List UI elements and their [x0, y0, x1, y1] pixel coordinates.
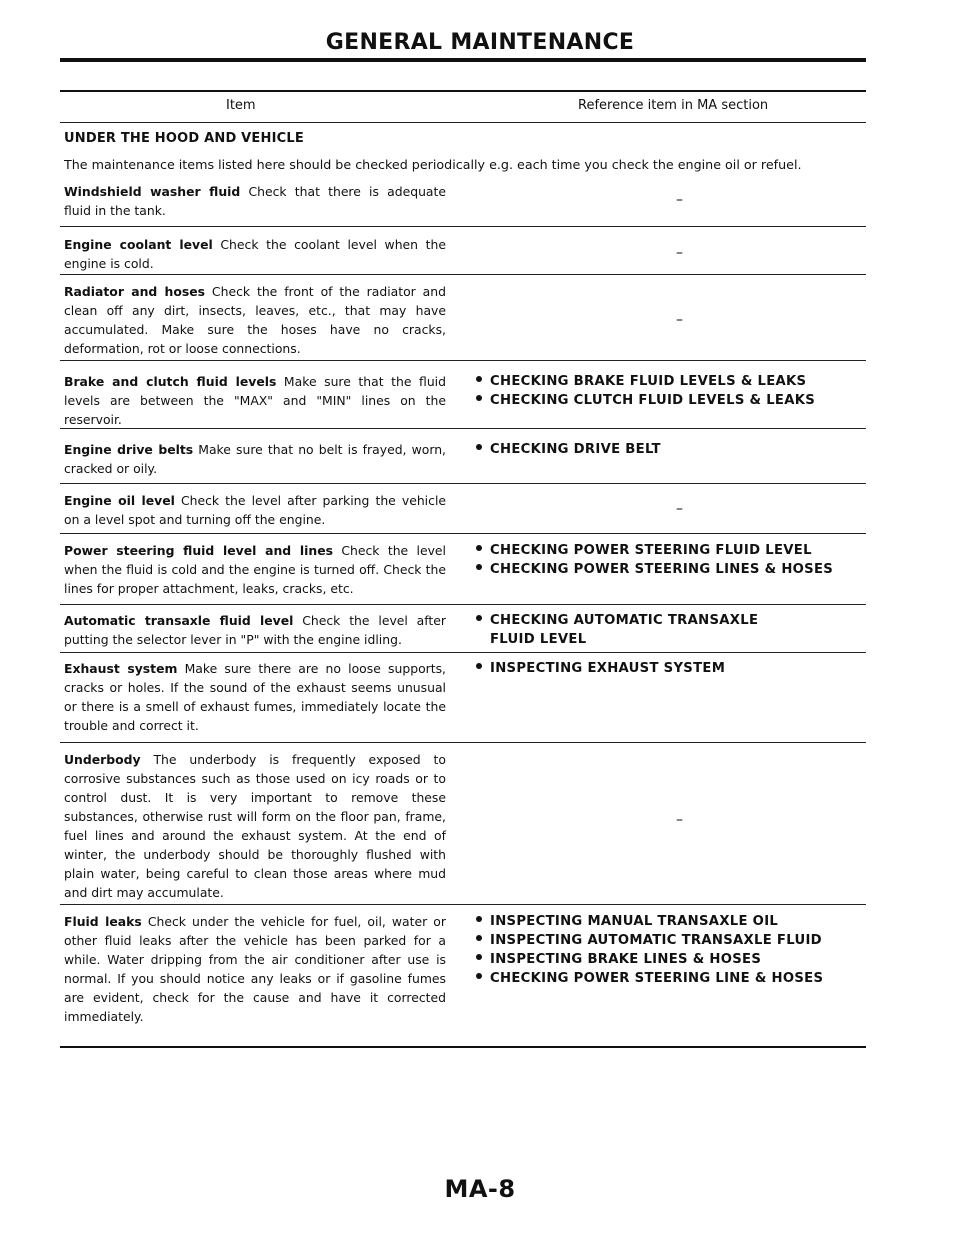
bullet-icon: [476, 545, 482, 551]
bullet-icon: [476, 564, 482, 570]
reference-item: [476, 560, 866, 579]
item-name: Engine oil level: [64, 493, 175, 508]
bullet-icon: [476, 444, 482, 450]
reference-list: [476, 611, 866, 649]
item-desc: Check under the vehicle for fuel, oil, water or other fluid leaks after the vehicle has been parked for a while. Water dripping from the air conditioner after use is normal. If you should notice any leaks or if gasoline fumes are evident, check for the cause and have it corrected immediately.: [64, 914, 446, 1024]
reference-item: [476, 391, 866, 410]
reference-item-continued: [476, 630, 866, 649]
bullet-icon: [476, 973, 482, 979]
reference-label: CHECKING CLUTCH FLUID LEVELS & LEAKS: [490, 393, 816, 408]
item-text: [64, 541, 446, 598]
item-text: [64, 372, 446, 429]
item-desc: Check the level when the fluid is cold and the engine is turned off. Check the lines for proper attachment, leaks, cracks, etc.: [64, 543, 446, 596]
reference-item: [476, 969, 866, 988]
row-divider: [60, 483, 866, 484]
item-desc: Check that there is adequate fluid in the tank.: [64, 184, 446, 218]
reference-item: [476, 950, 866, 969]
reference-label: INSPECTING AUTOMATIC TRANSAXLE FLUID: [490, 933, 822, 948]
row-divider: [60, 226, 866, 227]
reference-label: CHECKING DRIVE BELT: [490, 442, 661, 457]
item-text: [64, 440, 446, 478]
no-reference-dash: –: [676, 501, 683, 517]
row-divider: [60, 652, 866, 653]
item-desc: Make sure there are no loose supports, cracks or holes. If the sound of the exhaust seems unusual or there is a smell of exhaust fumes, immediately locate the trouble and correct it.: [64, 661, 446, 733]
header-rule: [60, 122, 866, 123]
bullet-icon: [476, 663, 482, 669]
reference-item: [476, 912, 866, 931]
row-divider: [60, 742, 866, 743]
reference-list: [476, 372, 866, 410]
no-reference-dash: –: [676, 812, 683, 828]
reference-label: CHECKING AUTOMATIC TRANSAXLE: [490, 613, 759, 628]
item-desc: Make sure that the fluid levels are between the "MAX" and "MIN" lines on the reservoir.: [64, 374, 446, 427]
reference-label: INSPECTING MANUAL TRANSAXLE OIL: [490, 914, 779, 929]
reference-list: [476, 912, 866, 988]
item-desc: Check the level after parking the vehicle on a level spot and turning off the engine.: [64, 493, 447, 527]
reference-item: [476, 372, 866, 391]
row-divider: [60, 360, 866, 361]
item-name: Brake and clutch fluid levels: [64, 374, 277, 389]
bullet-icon: [476, 376, 482, 382]
item-desc: Check the coolant level when the engine is cold.: [64, 237, 446, 271]
row-divider: [60, 904, 866, 905]
page-number: MA-8: [444, 1175, 516, 1203]
page-title: GENERAL MAINTENANCE: [325, 30, 635, 55]
item-name: Fluid leaks: [64, 914, 142, 929]
reference-list: [476, 541, 866, 579]
item-text: [64, 282, 446, 358]
reference-item: [476, 659, 866, 678]
item-name: Exhaust system: [64, 661, 178, 676]
item-desc: Make sure that no belt is frayed, worn, cracked or oily.: [64, 442, 446, 476]
section-intro: The maintenance items listed here should be checked periodically e.g. each time you check the engine oil or refuel.: [64, 157, 802, 172]
reference-label: CHECKING POWER STEERING LINES & HOSES: [490, 562, 834, 577]
item-name: Automatic transaxle fluid level: [64, 613, 294, 628]
section-heading: UNDER THE HOOD AND VEHICLE: [64, 131, 304, 146]
item-name: Engine coolant level: [64, 237, 213, 252]
reference-list: [476, 659, 866, 678]
item-text: [64, 659, 446, 735]
bullet-icon: [476, 954, 482, 960]
row-divider: [60, 428, 866, 429]
item-text: [64, 491, 446, 529]
bullet-icon: [476, 615, 482, 621]
item-text: [64, 750, 446, 902]
reference-item: [476, 440, 866, 459]
item-name: Windshield washer fluid: [64, 184, 241, 199]
table-top-rule: [60, 90, 866, 92]
row-divider: [60, 274, 866, 275]
bullet-icon: [476, 916, 482, 922]
title-rule: [60, 58, 866, 62]
item-text: [64, 182, 446, 220]
reference-label: CHECKING POWER STEERING FLUID LEVEL: [490, 543, 812, 558]
reference-label: FLUID LEVEL: [490, 632, 587, 647]
bullet-icon: [476, 935, 482, 941]
table-bottom-rule: [60, 1046, 866, 1048]
item-text: [64, 611, 446, 649]
item-desc: The underbody is frequently exposed to corrosive substances such as those used on icy roads or to control dust. It is very important to remove these substances, otherwise rust will form on the floor pan, frame, fuel lines and around the exhaust system. At the end of winter, the underbody should be thoroughly flushed with plain water, being careful to clean those areas where mud and dirt may accumulate.: [64, 752, 446, 900]
column-header-item: Item: [226, 98, 256, 113]
reference-label: INSPECTING BRAKE LINES & HOSES: [490, 952, 762, 967]
item-text: [64, 235, 446, 273]
reference-label: CHECKING POWER STEERING LINE & HOSES: [490, 971, 824, 986]
item-desc: Check the front of the radiator and clean off any dirt, insects, leaves, etc., that may have accumulated. Make sure the hoses have no cracks, deformation, rot or loose connections.: [64, 284, 446, 356]
reference-list: [476, 440, 866, 459]
reference-label: INSPECTING EXHAUST SYSTEM: [490, 661, 726, 676]
item-name: Engine drive belts: [64, 442, 194, 457]
no-reference-dash: –: [676, 312, 683, 328]
reference-item: [476, 931, 866, 950]
item-text: [64, 912, 446, 1026]
item-desc: Check the level after putting the selector lever in "P" with the engine idling.: [64, 613, 446, 647]
item-name: Radiator and hoses: [64, 284, 206, 299]
no-reference-dash: –: [676, 245, 683, 261]
no-reference-dash: –: [676, 192, 683, 208]
reference-item: [476, 541, 866, 560]
row-divider: [60, 533, 866, 534]
item-name: Underbody: [64, 752, 141, 767]
row-divider: [60, 604, 866, 605]
item-name: Power steering fluid level and lines: [64, 543, 334, 558]
reference-item: [476, 611, 866, 630]
column-header-reference: Reference item in MA section: [578, 98, 769, 113]
reference-label: CHECKING BRAKE FLUID LEVELS & LEAKS: [490, 374, 807, 389]
bullet-icon: [476, 395, 482, 401]
